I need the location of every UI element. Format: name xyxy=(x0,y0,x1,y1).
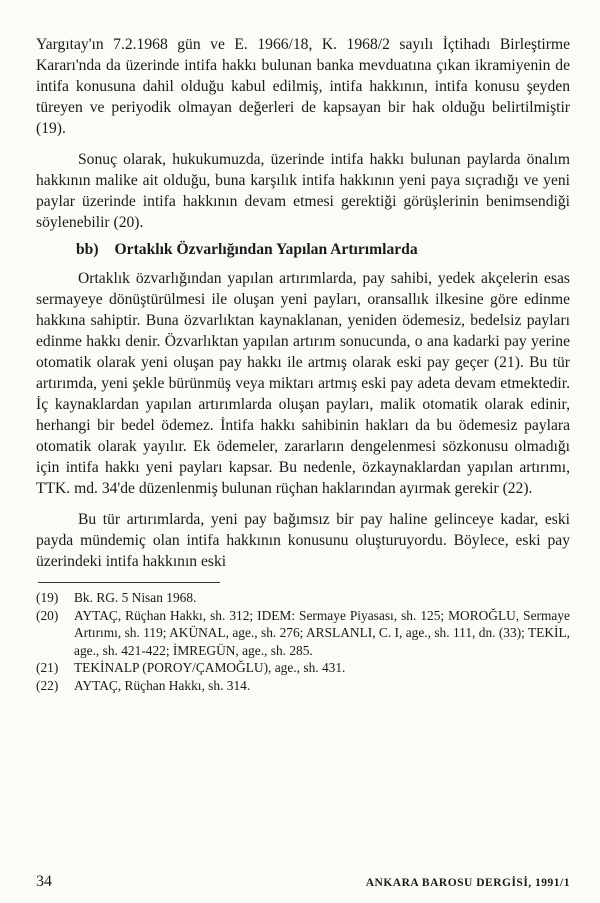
footnote-number: (20) xyxy=(36,607,59,623)
footnote-text: Bk. RG. 5 Nisan 1968. xyxy=(74,590,197,605)
footnote-20 xyxy=(36,607,570,660)
paragraph-continued: Yargıtay'ın 7.2.1968 gün ve E. 1966/18, K. 1968/2 sayılı İçtihadı Birleştirme Kararı'nda da üzerinde intifa hakkı bulunan banka mevduatına çıkan ikramiyenin de intifa konusuna dahil olduğu kabul edilmiş, intifa hakkının, intifa konusu şeyden türeyen ve periyodik olmayan değerleri de kapsayan bir hak olduğu belirtilmiştir (19). xyxy=(36,36,570,137)
paragraph-body: Bu tür artırımlarda, yeni pay bağımsız bir pay haline gelinceye kadar, eski payda mündemiç olan intifa hakkının konusunu oluşturuyordu. Böylece, eski pay üzerindeki intifa hakkının eski xyxy=(36,511,570,570)
section-heading xyxy=(76,239,570,260)
footnote-number: (21) xyxy=(36,660,59,676)
journal-title: ANKARA BAROSU DERGİSİ, 1991/1 xyxy=(365,877,570,889)
document-page xyxy=(36,34,570,695)
footnote-divider xyxy=(38,582,220,583)
section-title: Ortaklık Özvarlığından Yapılan Artırımlarda xyxy=(114,241,418,258)
footnote-21 xyxy=(36,659,570,677)
page-footer xyxy=(36,873,570,891)
page-number: 34 xyxy=(36,873,52,890)
section-number: bb) xyxy=(76,241,99,258)
footnote-number: (22) xyxy=(36,677,59,693)
footnote-19 xyxy=(36,589,570,607)
paragraph-body: Ortaklık özvarlığından yapılan artırımlarda, pay sahibi, yedek akçelerin esas sermayeye dönüştürülmesi ile oluşan yeni payları, oransallık ilkesine göre edinme hakkına sahiptir. Buna özvarlıktan kaynaklanan, yeniden ödemesiz, bedelsiz payları edinme hakkı denir. Özvarlıktan yapılan artırım sonucunda, o ana kadarki pay yerine otomatik olarak yeni oluşan pay hakkı ile artmış olarak eski pay geçer (21). Bu tür artırımda, yeni şekle bürünmüş veya miktarı artmış eski pay adeta devam etmektedir. İç kaynaklardan yapılan artırımlarda oluşan payları, malik otomatik olarak edinir, herhangi bir bedel ödemez. İntifa hakkı sahibinin hakları da bu ödemesiz paylara otomatik olarak yayılır. Ek ödemeler, zararların dengelenmesi sözkonusu olmadığı için intifa hakkı yeni payları kapsar. Bu nedenle, özkaynaklardan yapılan artırımı, TTK. md. 34'de düzenlenmiş bulunan rüçhan haklarından ayırmak gerekir (22). xyxy=(36,270,570,497)
footnote-text: TEKİNALP (POROY/ÇAMOĞLU), age., sh. 431. xyxy=(74,660,346,676)
footnote-text: AYTAÇ, Rüçhan Hakkı, sh. 312; IDEM: Sermaye Piyasası, sh. 125; MOROĞLU, Sermaye Artırımı, sh. 119; AKÜNAL, age., sh. 276; ARSLANLI, C. I, age., sh. 111, dn. (33); TEKİL, age., sh. 421-422; İMREGÜN, age., sh. 285. xyxy=(74,607,570,658)
footnote-22 xyxy=(36,677,570,695)
paragraph-conclusion: Sonuç olarak, hukukumuzda, üzerinde intifa hakkı bulunan paylarda önalım hakkının malike ait olduğu, buna karşılık intifa hakkının yeni paya sıçradığı ve yeni paylar üzerinde intifa hakkının devam etmesi gerektiği görüşlerinin benimsendiği söylenebilir (20). xyxy=(36,151,570,231)
footnote-number: (19) xyxy=(36,590,59,605)
footnote-text: AYTAÇ, Rüçhan Hakkı, sh. 314. xyxy=(74,677,251,693)
